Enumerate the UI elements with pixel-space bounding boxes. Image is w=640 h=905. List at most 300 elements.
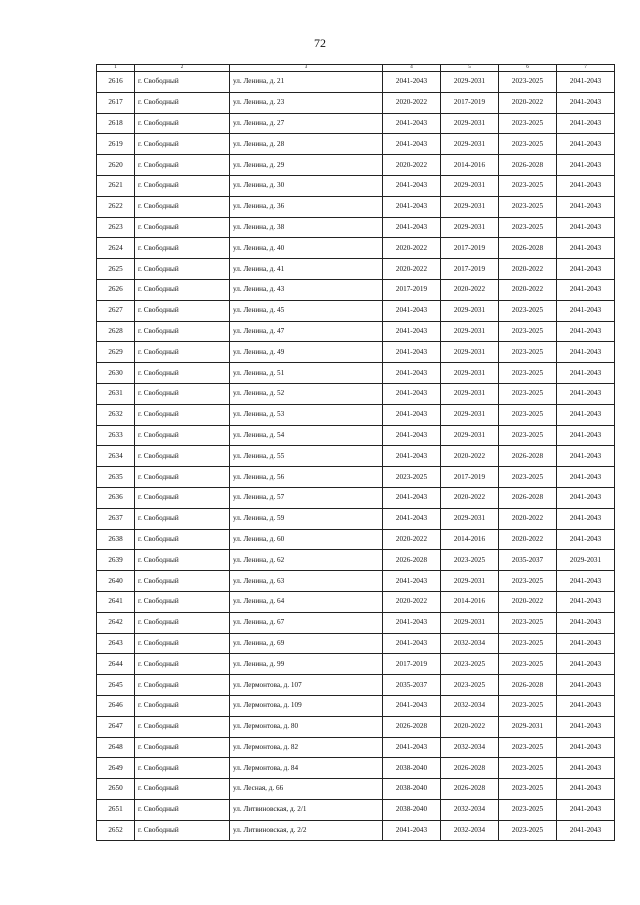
- city-cell: г. Свободный: [135, 279, 230, 300]
- period-cell: 2041-2043: [383, 134, 441, 155]
- period-cell: 2035-2037: [383, 675, 441, 696]
- city-cell: г. Свободный: [135, 654, 230, 675]
- period-cell: 2029-2031: [441, 175, 499, 196]
- row-number: 2652: [97, 820, 135, 841]
- city-cell: г. Свободный: [135, 321, 230, 342]
- row-number: 2640: [97, 571, 135, 592]
- period-cell: 2020-2022: [383, 238, 441, 259]
- table-row: [97, 383, 615, 404]
- period-cell: 2023-2025: [499, 342, 557, 363]
- table-row: [97, 196, 615, 217]
- period-cell: 2041-2043: [383, 72, 441, 93]
- period-cell: 2041-2043: [557, 155, 615, 176]
- row-number: 2648: [97, 737, 135, 758]
- column-header: 2: [135, 65, 230, 72]
- period-cell: 2041-2043: [383, 425, 441, 446]
- table-row: [97, 342, 615, 363]
- period-cell: 2041-2043: [383, 321, 441, 342]
- period-cell: 2041-2043: [557, 695, 615, 716]
- period-cell: 2038-2040: [383, 799, 441, 820]
- address-cell: ул. Ленина, д. 51: [230, 363, 383, 384]
- table-row: [97, 550, 615, 571]
- period-cell: 2032-2034: [441, 820, 499, 841]
- city-cell: г. Свободный: [135, 217, 230, 238]
- period-cell: 2023-2025: [499, 425, 557, 446]
- period-cell: 2023-2025: [441, 550, 499, 571]
- address-cell: ул. Лермонтова, д. 80: [230, 716, 383, 737]
- period-cell: 2041-2043: [557, 300, 615, 321]
- period-cell: 2020-2022: [441, 487, 499, 508]
- table-row: [97, 425, 615, 446]
- page-number: 72: [314, 36, 326, 50]
- period-cell: 2029-2031: [441, 72, 499, 93]
- period-cell: 2041-2043: [383, 508, 441, 529]
- address-cell: ул. Ленина, д. 59: [230, 508, 383, 529]
- city-cell: г. Свободный: [135, 820, 230, 841]
- address-cell: ул. Ленина, д. 40: [230, 238, 383, 259]
- address-cell: ул. Ленина, д. 56: [230, 467, 383, 488]
- address-cell: ул. Ленина, д. 67: [230, 612, 383, 633]
- city-cell: г. Свободный: [135, 72, 230, 93]
- city-cell: г. Свободный: [135, 238, 230, 259]
- column-header: 6: [499, 65, 557, 72]
- table-row: [97, 363, 615, 384]
- address-cell: ул. Ленина, д. 36: [230, 196, 383, 217]
- period-cell: 2023-2025: [383, 467, 441, 488]
- period-cell: 2026-2028: [441, 779, 499, 800]
- period-cell: 2020-2022: [441, 446, 499, 467]
- period-cell: 2023-2025: [499, 571, 557, 592]
- period-cell: 2041-2043: [557, 799, 615, 820]
- city-cell: г. Свободный: [135, 529, 230, 550]
- period-cell: 2035-2037: [499, 550, 557, 571]
- period-cell: 2041-2043: [383, 571, 441, 592]
- row-number: 2633: [97, 425, 135, 446]
- period-cell: 2023-2025: [499, 404, 557, 425]
- table-row: [97, 217, 615, 238]
- period-cell: 2041-2043: [383, 383, 441, 404]
- period-cell: 2029-2031: [441, 300, 499, 321]
- period-cell: 2041-2043: [557, 467, 615, 488]
- period-cell: 2026-2028: [499, 446, 557, 467]
- period-cell: 2014-2016: [441, 529, 499, 550]
- period-cell: 2029-2031: [441, 217, 499, 238]
- table-row: [97, 571, 615, 592]
- period-cell: 2020-2022: [383, 591, 441, 612]
- period-cell: 2041-2043: [557, 134, 615, 155]
- period-cell: 2029-2031: [441, 508, 499, 529]
- period-cell: 2014-2016: [441, 155, 499, 176]
- city-cell: г. Свободный: [135, 134, 230, 155]
- address-cell: ул. Ленина, д. 54: [230, 425, 383, 446]
- period-cell: 2020-2022: [441, 279, 499, 300]
- city-cell: г. Свободный: [135, 779, 230, 800]
- period-cell: 2041-2043: [557, 675, 615, 696]
- row-number: 2643: [97, 633, 135, 654]
- period-cell: 2041-2043: [557, 259, 615, 280]
- period-cell: 2026-2028: [499, 487, 557, 508]
- table-row: [97, 72, 615, 93]
- row-number: 2622: [97, 196, 135, 217]
- period-cell: 2023-2025: [441, 654, 499, 675]
- row-number: 2645: [97, 675, 135, 696]
- table-row: [97, 779, 615, 800]
- city-cell: г. Свободный: [135, 695, 230, 716]
- row-number: 2624: [97, 238, 135, 259]
- period-cell: 2041-2043: [557, 758, 615, 779]
- period-cell: 2041-2043: [557, 654, 615, 675]
- column-header: 1: [97, 65, 135, 72]
- row-number: 2619: [97, 134, 135, 155]
- period-cell: 2041-2043: [383, 342, 441, 363]
- row-number: 2623: [97, 217, 135, 238]
- city-cell: г. Свободный: [135, 259, 230, 280]
- period-cell: 2029-2031: [441, 363, 499, 384]
- table-row: [97, 92, 615, 113]
- address-cell: ул. Лесная, д. 66: [230, 779, 383, 800]
- period-cell: 2023-2025: [499, 695, 557, 716]
- period-cell: 2041-2043: [557, 612, 615, 633]
- period-cell: 2020-2022: [499, 279, 557, 300]
- period-cell: 2032-2034: [441, 633, 499, 654]
- period-cell: 2020-2022: [383, 259, 441, 280]
- city-cell: г. Свободный: [135, 591, 230, 612]
- city-cell: г. Свободный: [135, 383, 230, 404]
- period-cell: 2023-2025: [499, 820, 557, 841]
- city-cell: г. Свободный: [135, 716, 230, 737]
- period-cell: 2023-2025: [499, 799, 557, 820]
- period-cell: 2020-2022: [499, 92, 557, 113]
- row-number: 2646: [97, 695, 135, 716]
- city-cell: г. Свободный: [135, 467, 230, 488]
- table-row: [97, 820, 615, 841]
- table-row: [97, 175, 615, 196]
- address-cell: ул. Ленина, д. 43: [230, 279, 383, 300]
- table-row: [97, 467, 615, 488]
- address-cell: ул. Ленина, д. 69: [230, 633, 383, 654]
- address-cell: ул. Ленина, д. 49: [230, 342, 383, 363]
- city-cell: г. Свободный: [135, 446, 230, 467]
- period-cell: 2029-2031: [441, 113, 499, 134]
- period-cell: 2041-2043: [383, 695, 441, 716]
- period-cell: 2023-2025: [499, 113, 557, 134]
- period-cell: 2041-2043: [557, 92, 615, 113]
- row-number: 2634: [97, 446, 135, 467]
- period-cell: 2023-2025: [499, 467, 557, 488]
- period-cell: 2017-2019: [441, 467, 499, 488]
- row-number: 2627: [97, 300, 135, 321]
- row-number: 2628: [97, 321, 135, 342]
- city-cell: г. Свободный: [135, 633, 230, 654]
- address-cell: ул. Литвиновская, д. 2/2: [230, 820, 383, 841]
- period-cell: 2023-2025: [499, 779, 557, 800]
- period-cell: 2023-2025: [499, 175, 557, 196]
- table-row: [97, 675, 615, 696]
- address-cell: ул. Ленина, д. 63: [230, 571, 383, 592]
- period-cell: 2029-2031: [499, 716, 557, 737]
- table-row: [97, 155, 615, 176]
- address-cell: ул. Ленина, д. 23: [230, 92, 383, 113]
- city-cell: г. Свободный: [135, 363, 230, 384]
- period-cell: 2029-2031: [441, 612, 499, 633]
- table-row: [97, 404, 615, 425]
- row-number: 2639: [97, 550, 135, 571]
- period-cell: 2041-2043: [557, 508, 615, 529]
- city-cell: г. Свободный: [135, 508, 230, 529]
- data-table: [96, 64, 615, 841]
- city-cell: г. Свободный: [135, 196, 230, 217]
- column-header: 4: [383, 65, 441, 72]
- period-cell: 2026-2028: [499, 675, 557, 696]
- address-cell: ул. Ленина, д. 27: [230, 113, 383, 134]
- city-cell: г. Свободный: [135, 571, 230, 592]
- address-cell: ул. Лермонтова, д. 109: [230, 695, 383, 716]
- address-cell: ул. Ленина, д. 47: [230, 321, 383, 342]
- table-row: [97, 279, 615, 300]
- city-cell: г. Свободный: [135, 487, 230, 508]
- address-cell: ул. Лермонтова, д. 107: [230, 675, 383, 696]
- period-cell: 2017-2019: [383, 279, 441, 300]
- table-row: [97, 529, 615, 550]
- period-cell: 2041-2043: [557, 571, 615, 592]
- period-cell: 2029-2031: [441, 342, 499, 363]
- row-number: 2618: [97, 113, 135, 134]
- period-cell: 2041-2043: [557, 591, 615, 612]
- period-cell: 2041-2043: [557, 487, 615, 508]
- period-cell: 2041-2043: [557, 238, 615, 259]
- row-number: 2651: [97, 799, 135, 820]
- period-cell: 2023-2025: [499, 134, 557, 155]
- address-cell: ул. Лермонтова, д. 82: [230, 737, 383, 758]
- table-row: [97, 487, 615, 508]
- row-number: 2629: [97, 342, 135, 363]
- address-cell: ул. Ленина, д. 30: [230, 175, 383, 196]
- row-number: 2620: [97, 155, 135, 176]
- table-row: [97, 799, 615, 820]
- address-cell: ул. Ленина, д. 53: [230, 404, 383, 425]
- column-header: 5: [441, 65, 499, 72]
- period-cell: 2026-2028: [499, 155, 557, 176]
- row-number: 2625: [97, 259, 135, 280]
- period-cell: 2029-2031: [441, 425, 499, 446]
- address-cell: ул. Ленина, д. 45: [230, 300, 383, 321]
- period-cell: 2041-2043: [557, 321, 615, 342]
- period-cell: 2020-2022: [383, 529, 441, 550]
- period-cell: 2023-2025: [499, 383, 557, 404]
- address-cell: ул. Ленина, д. 52: [230, 383, 383, 404]
- table-row: [97, 612, 615, 633]
- period-cell: 2032-2034: [441, 799, 499, 820]
- row-number: 2616: [97, 72, 135, 93]
- period-cell: 2041-2043: [557, 196, 615, 217]
- period-cell: 2041-2043: [557, 425, 615, 446]
- period-cell: 2023-2025: [499, 300, 557, 321]
- address-cell: ул. Ленина, д. 38: [230, 217, 383, 238]
- table-row: [97, 259, 615, 280]
- period-cell: 2017-2019: [441, 259, 499, 280]
- city-cell: г. Свободный: [135, 175, 230, 196]
- address-cell: ул. Ленина, д. 64: [230, 591, 383, 612]
- period-cell: 2041-2043: [557, 363, 615, 384]
- address-cell: ул. Ленина, д. 99: [230, 654, 383, 675]
- address-cell: ул. Ленина, д. 60: [230, 529, 383, 550]
- row-number: 2647: [97, 716, 135, 737]
- city-cell: г. Свободный: [135, 758, 230, 779]
- period-cell: 2041-2043: [557, 217, 615, 238]
- period-cell: 2029-2031: [557, 550, 615, 571]
- period-cell: 2041-2043: [383, 487, 441, 508]
- period-cell: 2020-2022: [499, 529, 557, 550]
- city-cell: г. Свободный: [135, 737, 230, 758]
- period-cell: 2020-2022: [383, 92, 441, 113]
- period-cell: 2041-2043: [557, 633, 615, 654]
- period-cell: 2023-2025: [499, 217, 557, 238]
- period-cell: 2041-2043: [383, 217, 441, 238]
- period-cell: 2041-2043: [383, 446, 441, 467]
- period-cell: 2041-2043: [383, 196, 441, 217]
- table-row: [97, 321, 615, 342]
- period-cell: 2041-2043: [557, 737, 615, 758]
- period-cell: 2023-2025: [499, 612, 557, 633]
- period-cell: 2041-2043: [557, 113, 615, 134]
- period-cell: 2041-2043: [383, 113, 441, 134]
- row-number: 2641: [97, 591, 135, 612]
- period-cell: 2041-2043: [557, 383, 615, 404]
- period-cell: 2029-2031: [441, 383, 499, 404]
- table-row: [97, 134, 615, 155]
- row-number: 2638: [97, 529, 135, 550]
- row-number: 2626: [97, 279, 135, 300]
- table-row: [97, 758, 615, 779]
- city-cell: г. Свободный: [135, 155, 230, 176]
- row-number: 2632: [97, 404, 135, 425]
- city-cell: г. Свободный: [135, 612, 230, 633]
- table-row: [97, 695, 615, 716]
- address-cell: ул. Ленина, д. 55: [230, 446, 383, 467]
- city-cell: г. Свободный: [135, 425, 230, 446]
- period-cell: 2020-2022: [499, 259, 557, 280]
- period-cell: 2023-2025: [441, 675, 499, 696]
- period-cell: 2023-2025: [499, 196, 557, 217]
- column-header: 7: [557, 65, 615, 72]
- table-row: [97, 113, 615, 134]
- period-cell: 2041-2043: [557, 716, 615, 737]
- table-row: [97, 737, 615, 758]
- period-cell: 2026-2028: [499, 238, 557, 259]
- city-cell: г. Свободный: [135, 799, 230, 820]
- period-cell: 2023-2025: [499, 633, 557, 654]
- period-cell: 2041-2043: [383, 633, 441, 654]
- table-header-row: [97, 65, 615, 72]
- period-cell: 2014-2016: [441, 591, 499, 612]
- address-cell: ул. Литвиновская, д. 2/1: [230, 799, 383, 820]
- row-number: 2649: [97, 758, 135, 779]
- table-row: [97, 446, 615, 467]
- row-number: 2631: [97, 383, 135, 404]
- table-row: [97, 591, 615, 612]
- row-number: 2644: [97, 654, 135, 675]
- row-number: 2621: [97, 175, 135, 196]
- city-cell: г. Свободный: [135, 92, 230, 113]
- period-cell: 2029-2031: [441, 134, 499, 155]
- period-cell: 2020-2022: [441, 716, 499, 737]
- period-cell: 2029-2031: [441, 571, 499, 592]
- period-cell: 2041-2043: [383, 175, 441, 196]
- period-cell: 2023-2025: [499, 758, 557, 779]
- row-number: 2630: [97, 363, 135, 384]
- period-cell: 2029-2031: [441, 404, 499, 425]
- period-cell: 2020-2022: [499, 591, 557, 612]
- period-cell: 2041-2043: [557, 404, 615, 425]
- period-cell: 2041-2043: [383, 363, 441, 384]
- table-row: [97, 716, 615, 737]
- period-cell: 2026-2028: [383, 550, 441, 571]
- period-cell: 2020-2022: [383, 155, 441, 176]
- period-cell: 2041-2043: [557, 72, 615, 93]
- period-cell: 2038-2040: [383, 758, 441, 779]
- period-cell: 2026-2028: [383, 716, 441, 737]
- address-cell: ул. Ленина, д. 21: [230, 72, 383, 93]
- period-cell: 2041-2043: [383, 612, 441, 633]
- table-row: [97, 654, 615, 675]
- city-cell: г. Свободный: [135, 404, 230, 425]
- period-cell: 2041-2043: [557, 446, 615, 467]
- address-cell: ул. Ленина, д. 62: [230, 550, 383, 571]
- period-cell: 2023-2025: [499, 654, 557, 675]
- period-cell: 2041-2043: [383, 737, 441, 758]
- period-cell: 2041-2043: [557, 529, 615, 550]
- row-number: 2635: [97, 467, 135, 488]
- period-cell: 2017-2019: [441, 238, 499, 259]
- address-cell: ул. Ленина, д. 57: [230, 487, 383, 508]
- city-cell: г. Свободный: [135, 342, 230, 363]
- period-cell: 2020-2022: [499, 508, 557, 529]
- city-cell: г. Свободный: [135, 113, 230, 134]
- period-cell: 2017-2019: [383, 654, 441, 675]
- period-cell: 2041-2043: [557, 779, 615, 800]
- period-cell: 2041-2043: [557, 342, 615, 363]
- row-number: 2642: [97, 612, 135, 633]
- city-cell: г. Свободный: [135, 550, 230, 571]
- table-row: [97, 508, 615, 529]
- period-cell: 2029-2031: [441, 196, 499, 217]
- city-cell: г. Свободный: [135, 300, 230, 321]
- period-cell: 2038-2040: [383, 779, 441, 800]
- row-number: 2617: [97, 92, 135, 113]
- period-cell: 2041-2043: [557, 175, 615, 196]
- period-cell: 2026-2028: [441, 758, 499, 779]
- table-row: [97, 633, 615, 654]
- row-number: 2637: [97, 508, 135, 529]
- address-cell: ул. Ленина, д. 41: [230, 259, 383, 280]
- city-cell: г. Свободный: [135, 675, 230, 696]
- row-number: 2650: [97, 779, 135, 800]
- period-cell: 2041-2043: [383, 404, 441, 425]
- table-row: [97, 300, 615, 321]
- period-cell: 2017-2019: [441, 92, 499, 113]
- column-header: 3: [230, 65, 383, 72]
- period-cell: 2041-2043: [383, 300, 441, 321]
- address-cell: ул. Ленина, д. 29: [230, 155, 383, 176]
- address-cell: ул. Лермонтова, д. 84: [230, 758, 383, 779]
- period-cell: 2032-2034: [441, 695, 499, 716]
- period-cell: 2023-2025: [499, 737, 557, 758]
- period-cell: 2023-2025: [499, 72, 557, 93]
- period-cell: 2023-2025: [499, 363, 557, 384]
- period-cell: 2041-2043: [383, 820, 441, 841]
- table-row: [97, 238, 615, 259]
- address-cell: ул. Ленина, д. 28: [230, 134, 383, 155]
